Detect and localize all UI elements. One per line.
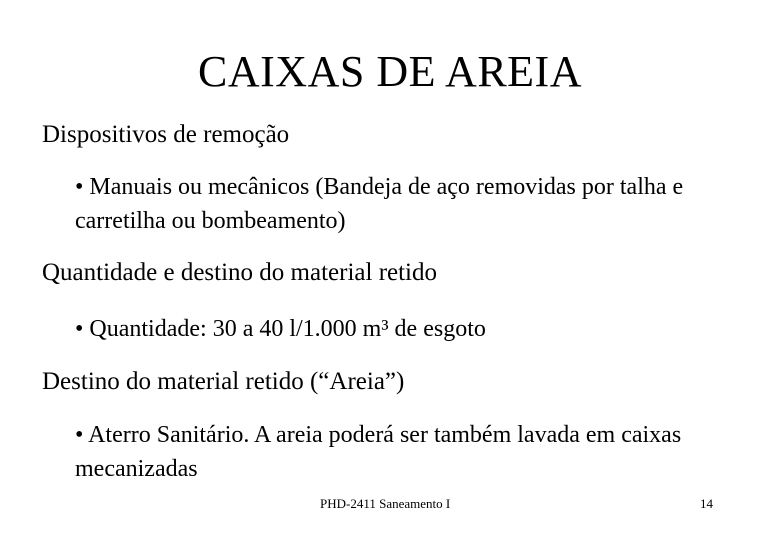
slide-footer: PHD-2411 Saneamento I xyxy=(320,496,451,511)
slide-title: CAIXAS DE AREIA xyxy=(198,47,582,96)
bullet-quantity: • Quantidade: 30 a 40 l/1.000 m³ de esgoto xyxy=(75,316,486,342)
bullet-destination: • Aterro Sanitário. A areia poderá ser também lavada em caixas mecanizadas xyxy=(75,422,682,482)
section-heading-quantity-destination: Quantidade e destino do material retido xyxy=(42,259,438,286)
page-number: 14 xyxy=(700,496,713,511)
bullet-removal-devices: • Manuais ou mecânicos (Bandeja de aço removidas por talha e carretilha ou bombeamento) xyxy=(75,174,684,234)
section-heading-destination: Destino do material retido (“Areia”) xyxy=(42,368,405,395)
section-heading-removal-devices: Dispositivos de remoção xyxy=(42,121,290,148)
